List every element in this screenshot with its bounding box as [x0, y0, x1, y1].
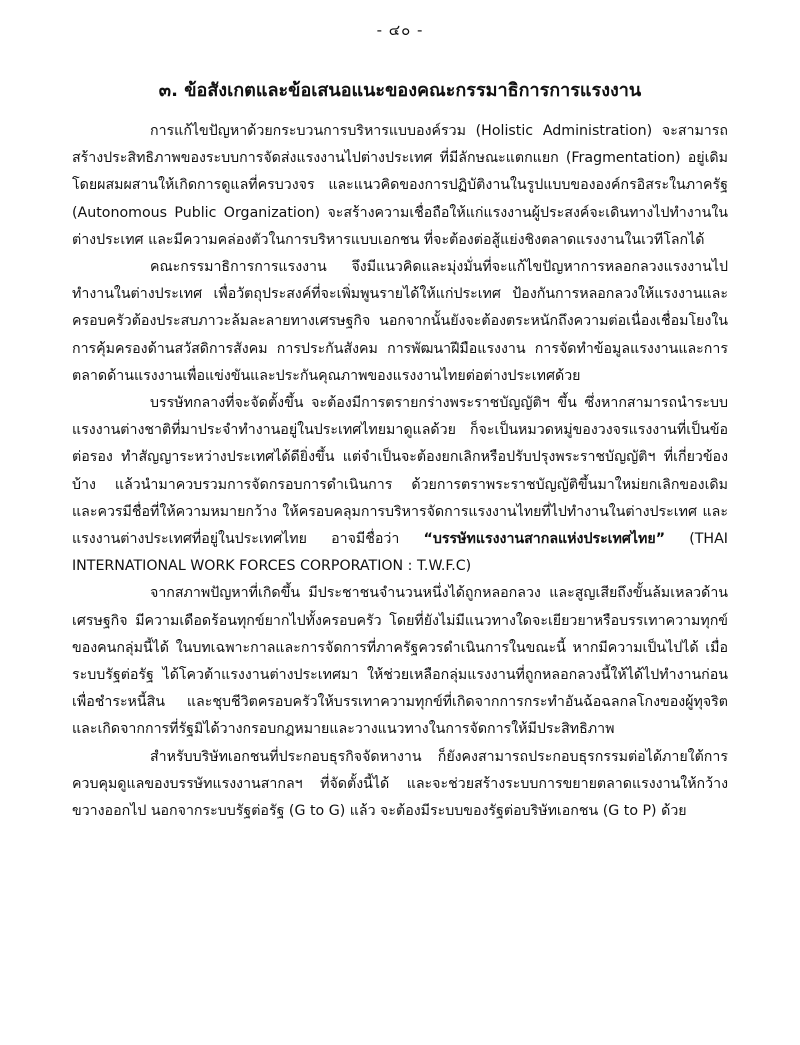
section-heading: ๓. ข้อสังเกตและข้อเสนอแนะของคณะกรรมาธิการการแรงงาน	[158, 80, 642, 101]
paragraph-central-corporation	[72, 390, 728, 580]
corporation-english-name: (THAI INTERNATIONAL WORK FORCES CORPORATION : T.W.F.C)	[72, 531, 728, 575]
body-text	[72, 118, 728, 825]
corporation-thai-name: “บรรษัทแรงงานสากลแห่งประเทศไทย”	[423, 531, 666, 548]
paragraph-text: บรรษัทกลางที่จะจัดตั้งขึ้น จะต้องมีการตรายกร่างพระราชบัญญัติฯ ขึ้น ซึ่งหากสามารถนำระบบแรงงานต่างชาติที่มาประจำทำงานอยู่ในประเทศไทยมาดูแลด้วย ก็จะเป็นหมวดหมู่ของวงจรแรงงานที่เป็นข้อต่อรอง ทำสัญญาระหว่างประเทศได้ดียิ่งขึ้น แต่จำเป็นจะต้องยกเลิกหรือปรับปรุงพระราชบัญญัติฯ ที่เกี่ยวข้องบ้าง แล้วนำมาควบรวมการจัดกรอบการดำเนินการ ด้วยการตราพระราชบัญญัติขึ้นมาใหม่ยกเลิกของเดิม และควรมีชื่อที่ให้ความหมายกว้าง ให้ครอบคลุมการบริหารจัดการแรงงานไทยที่ไปทำงานในต่างประเทศ และแรงงานต่างประเทศที่อยู่ในประเทศไทย อาจมีชื่อว่า	[72, 395, 728, 548]
paragraph-private-companies: สำหรับบริษัทเอกชนที่ประกอบธุรกิจจัดหางาน ก็ยังคงสามารถประกอบธุรกรรมต่อได้ภายใต้การควบคุมดูแลของบรรษัทแรงงานสากลฯ ที่จัดตั้งนี้ได้ และจะช่วยสร้างระบบการขยายตลาดแรงงานให้กว้างขวางออกไป นอกจากระบบรัฐต่อรัฐ (G to G) แล้ว จะต้องมีระบบของรัฐต่อบริษัทเอกชน (G to P) ด้วย	[72, 748, 728, 820]
paragraph-committee-concept: คณะกรรมาธิการการแรงงาน จึงมีแนวคิดและมุ่งมั่นที่จะแก้ไขปัญหาการหลอกลวงแรงงานไปทำงานในต่างประเทศ เพื่อวัตถุประสงค์ที่จะเพิ่มพูนรายได้ให้แก่ประเทศ ป้องกันการหลอกลวงให้แรงงานและครอบครัวต้องประสบภาวะล้มละลายทางเศรษฐกิจ นอกจากนั้นยังจะต้องตระหนักถึงความต่อเนื่องเชื่อมโยงในการคุ้มครองด้านสวัสดิการสังคม การประกันสังคม การพัฒนาฝีมือแรงงาน การจัดทำข้อมูลแรงงานและการตลาดด้านแรงงานเพื่อแข่งขันและประกันคุณภาพของแรงงานไทยต่อต่างประเทศด้วย	[72, 259, 728, 384]
paragraph-holistic-administration: การแก้ไขปัญหาด้วยกระบวนการบริหารแบบองค์รวม (Holistic Administration) จะสามารถสร้างประสิทธิภาพของระบบการจัดส่งแรงงานไปต่างประเทศ ที่มีลักษณะแตกแยก (Fragmentation) อยู่เดิม โดยผสมผสานให้เกิดการดูแลที่ครบวงจร และแนวคิดของการปฏิบัติงานในรูปแบบขององค์กรอิสระในภาครัฐ (Autonomous Public Organization) จะสร้างความเชื่อถือให้แก่แรงงานผู้ประสงค์จะเดินทางไปทำงานในต่างประเทศ และมีความคล่องตัวในการบริหารแบบเอกชน ที่จะต้องต่อสู้แย่งชิงตลาดแรงงานในเวทีโลกได้	[72, 123, 728, 248]
paragraph-problem-conditions: จากสภาพปัญหาที่เกิดขึ้น มีประชาชนจำนวนหนึ่งได้ถูกหลอกลวง และสูญเสียถึงขั้นล้มเหลวด้านเศรษฐกิจ มีความเดือดร้อนทุกข์ยากไปทั้งครอบครัว โดยที่ยังไม่มีแนวทางใดจะเยียวยาหรือบรรเทาความทุกข์ของคนกลุ่มนี้ได้ ในบทเฉพาะกาลและการจัดการที่ภาครัฐควรดำเนินการในขณะนี้ หากมีความเป็นไปได้ เมื่อระบบรัฐต่อรัฐ ได้โควต้าแรงงานต่างประเทศมา ให้ช่วยเหลือกลุ่มแรงงานที่ถูกหลอกลวงนี้ให้ได้ไปทำงานก่อนเพื่อชำระหนี้สิน และชุบชีวิตครอบครัวให้บรรเทาความทุกข์ที่เกิดจากการกระทำอันฉ้อฉลกลโกงของผู้ทุจริต และเกิดจากการที่รัฐมิได้วางกรอบกฎหมายและวางแนวทางในการจัดการให้มีประสิทธิภาพ	[72, 585, 728, 738]
page-number: - ๔๐ -	[376, 21, 424, 39]
